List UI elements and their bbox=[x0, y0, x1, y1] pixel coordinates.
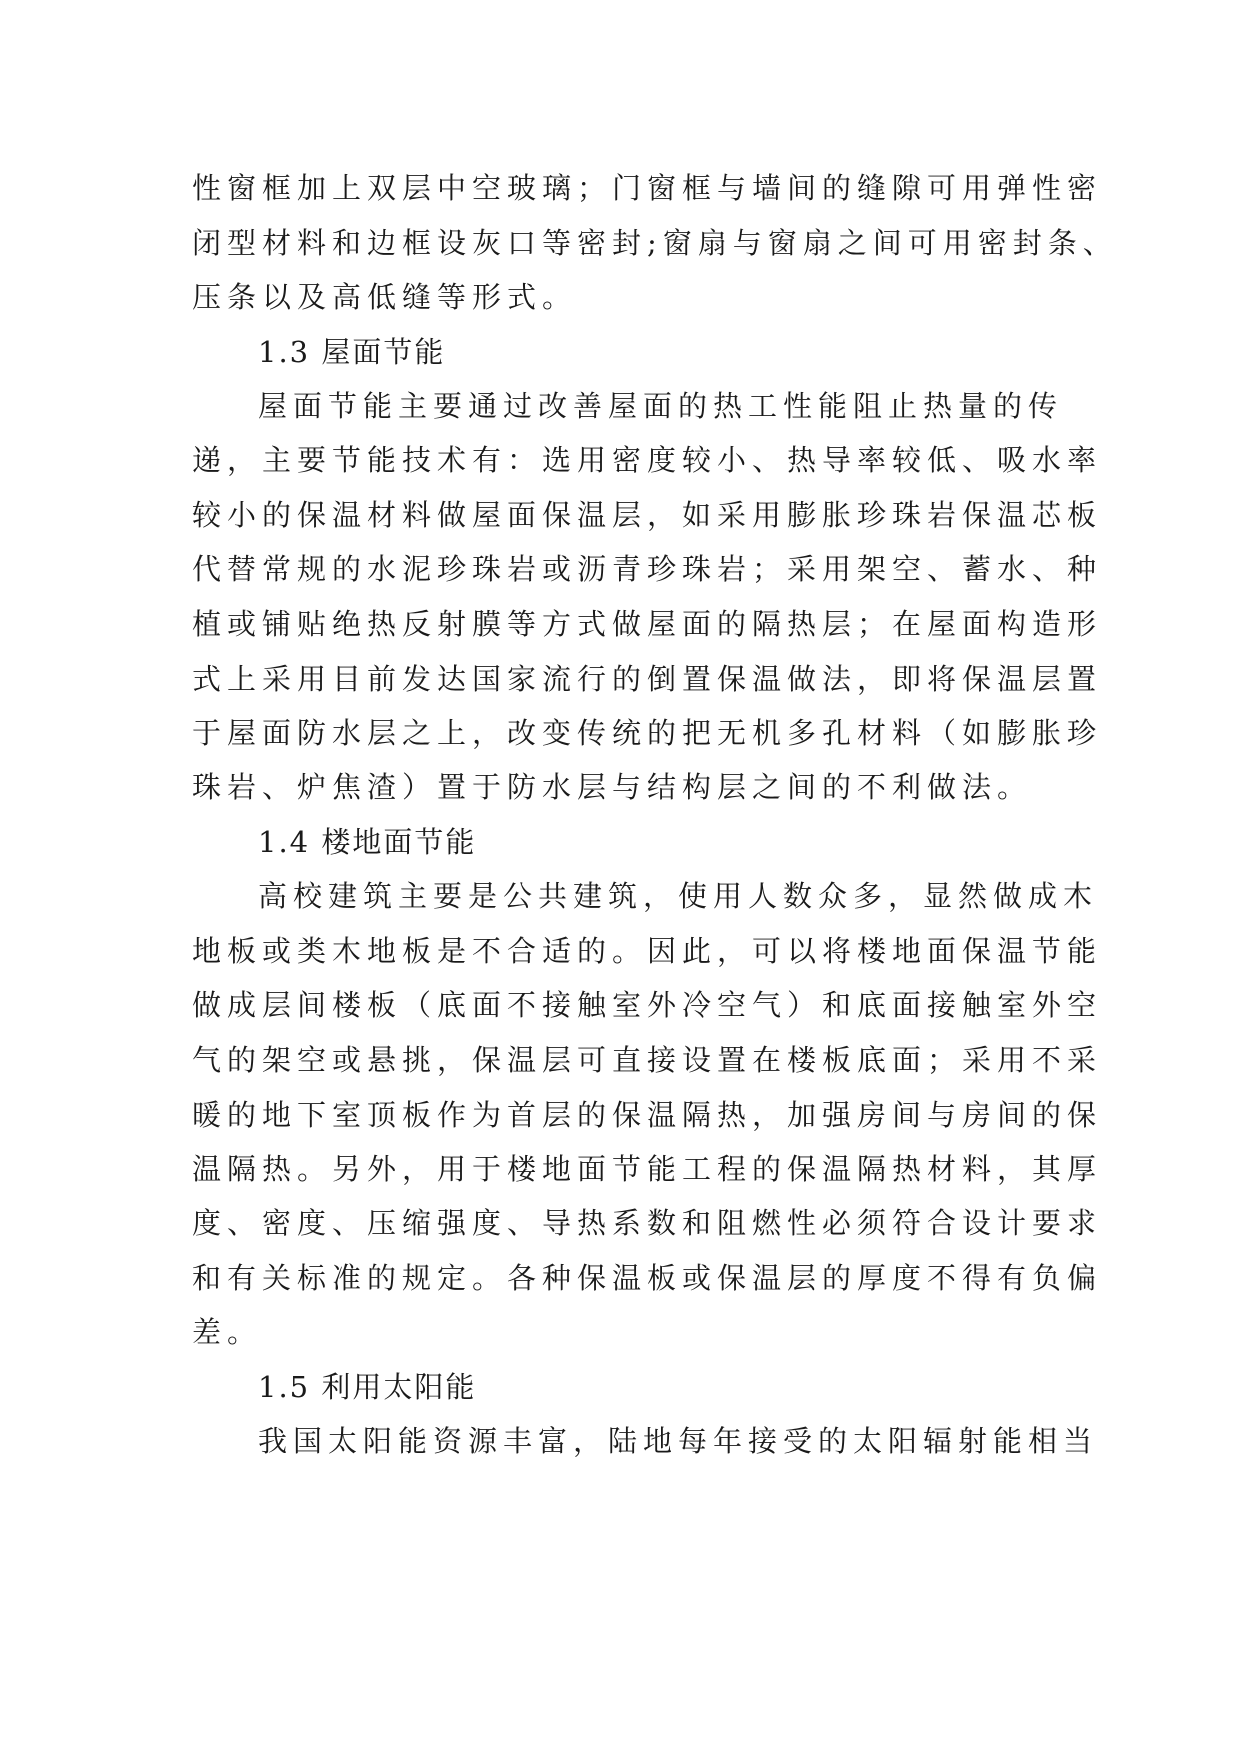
text-line: 性窗框加上双层中空玻璃；门窗框与墙间的缝隙可用弹性密 bbox=[192, 171, 1103, 205]
section-heading: 1.5 利用太阳能 bbox=[258, 1370, 477, 1404]
text-line: 闭型材料和边框设灰口等密封;窗扇与窗扇之间可用密封条、 bbox=[192, 226, 1118, 260]
text-line: 式上采用目前发达国家流行的倒置保温做法，即将保温层置 bbox=[192, 662, 1103, 696]
text-line: 度、密度、压缩强度、导热系数和阻燃性必须符合设计要求 bbox=[192, 1206, 1103, 1240]
section-heading: 1.4 楼地面节能 bbox=[258, 825, 477, 859]
section-heading: 1.3 屋面节能 bbox=[258, 335, 446, 369]
text-line: 差。 bbox=[192, 1315, 263, 1349]
text-line: 做成层间楼板（底面不接触室外冷空气）和底面接触室外空 bbox=[192, 988, 1103, 1022]
text-line: 和有关标准的规定。各种保温板或保温层的厚度不得有负偏 bbox=[192, 1261, 1103, 1295]
text-line: 于屋面防水层之上，改变传统的把无机多孔材料（如膨胀珍 bbox=[192, 716, 1103, 750]
text-line: 压条以及高低缝等形式。 bbox=[192, 280, 578, 314]
text-line: 植或铺贴绝热反射膜等方式做屋面的隔热层；在屋面构造形 bbox=[192, 607, 1103, 641]
text-line: 地板或类木地板是不合适的。因此，可以将楼地面保温节能 bbox=[192, 934, 1103, 968]
text-line: 珠岩、炉焦渣）置于防水层与结构层之间的不利做法。 bbox=[192, 770, 1033, 804]
text-line: 代替常规的水泥珍珠岩或沥青珍珠岩；采用架空、蓄水、种 bbox=[192, 552, 1103, 586]
text-line: 我国太阳能资源丰富，陆地每年接受的太阳辐射能相当 bbox=[258, 1424, 1099, 1458]
text-line: 递，主要节能技术有：选用密度较小、热导率较低、吸水率 bbox=[192, 443, 1103, 477]
text-line: 高校建筑主要是公共建筑，使用人数众多，显然做成木 bbox=[258, 879, 1099, 913]
text-line: 较小的保温材料做屋面保温层，如采用膨胀珍珠岩保温芯板 bbox=[192, 498, 1103, 532]
text-line: 温隔热。另外，用于楼地面节能工程的保温隔热材料，其厚 bbox=[192, 1152, 1103, 1186]
text-line: 暖的地下室顶板作为首层的保温隔热，加强房间与房间的保 bbox=[192, 1098, 1103, 1132]
text-line: 屋面节能主要通过改善屋面的热工性能阻止热量的传 bbox=[258, 389, 1064, 423]
text-line: 气的架空或悬挑，保温层可直接设置在楼板底面；采用不采 bbox=[192, 1043, 1103, 1077]
